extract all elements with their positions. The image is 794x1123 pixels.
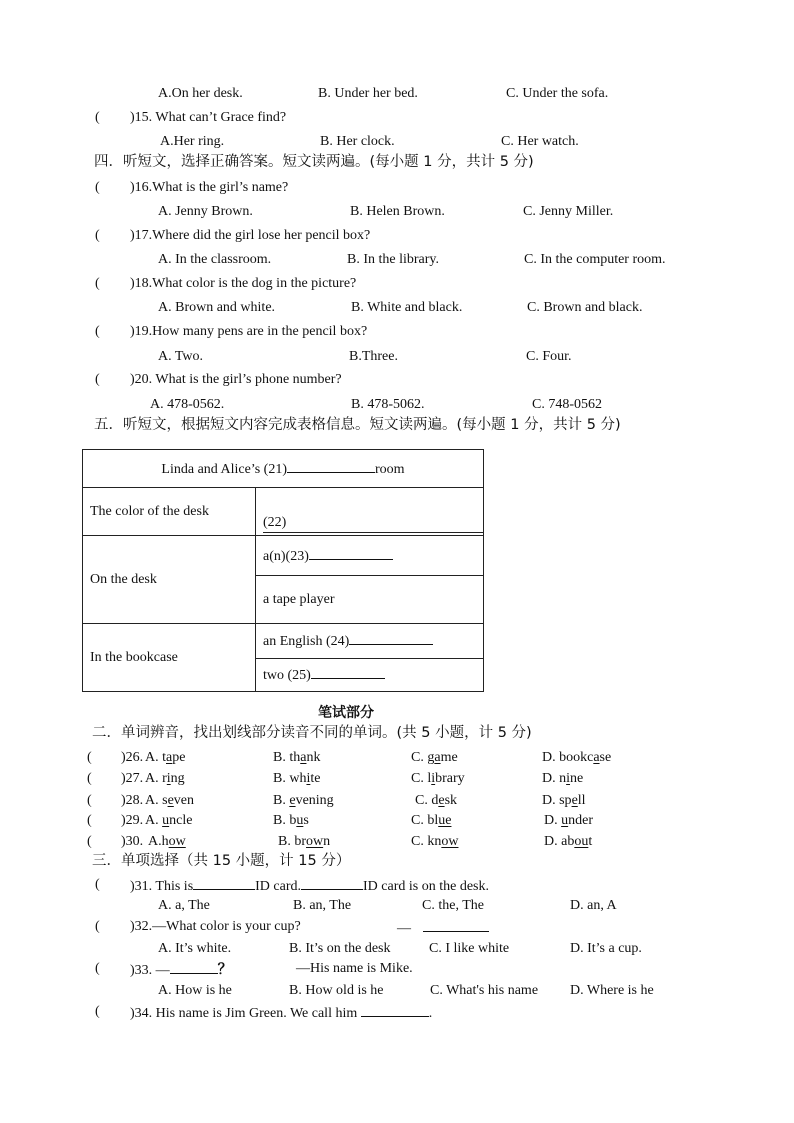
q27-b-post: te xyxy=(310,771,321,786)
q34-period: . xyxy=(428,1006,433,1021)
q29-option-b xyxy=(273,813,309,829)
q32-dash: — xyxy=(397,921,411,936)
q20-option-a: A. 478-0562. xyxy=(150,397,225,412)
section4-title: 四．听短文，选择正确答案。短文读两遍。(每小题 1 分，共计 5 分) xyxy=(94,154,534,170)
q28-b-underline: e xyxy=(289,793,296,808)
q18-option-a: A. Brown and white. xyxy=(158,300,276,315)
q30-b-pre: B. br xyxy=(278,834,306,849)
q29-option-d xyxy=(544,813,593,829)
q33-option-b: B. How old is he xyxy=(289,983,384,998)
q15-option-a: A.Her ring. xyxy=(160,134,225,149)
q26-c-pre: C. g xyxy=(411,750,435,765)
q15-option-b: B. Her clock. xyxy=(320,134,395,149)
q28-option-d xyxy=(542,793,586,809)
q16-option-c: C. Jenny Miller. xyxy=(523,204,614,219)
q30-paren: ( xyxy=(87,834,92,849)
bookcase-item2-cell xyxy=(256,659,484,692)
q27-c-post: brary xyxy=(435,771,465,786)
q29-a-underline: u xyxy=(162,813,170,828)
q28-a-pre: A. s xyxy=(145,793,168,808)
q27-d-post: ne xyxy=(570,771,584,786)
q33-option-a: A. How is he xyxy=(158,983,232,998)
q26-option-c xyxy=(411,750,458,766)
q28-b-pre: B. xyxy=(273,793,290,808)
q26-number: )26. xyxy=(121,750,144,765)
q27-option-d xyxy=(542,771,583,787)
q29-number: )29. xyxy=(121,813,144,828)
q31-option-b: B. an, The xyxy=(293,898,352,913)
q26-d-pre: D. bookc xyxy=(542,750,594,765)
q31-paren: ( xyxy=(95,877,100,892)
q29-option-a xyxy=(145,813,192,829)
q28-number: )28. xyxy=(121,793,144,808)
q27-a-post: ng xyxy=(170,771,185,786)
info-table xyxy=(82,449,484,692)
q26-b-underline: a xyxy=(300,750,307,765)
blank-23[interactable] xyxy=(309,547,393,560)
q32-option-d: D. It’s a cup. xyxy=(570,941,642,956)
q31-option-c: C. the, The xyxy=(422,898,484,913)
q27-b-underline: i xyxy=(306,771,311,786)
q19-option-c: C. Four. xyxy=(526,349,572,364)
bookcase-item1-cell xyxy=(256,624,484,659)
q20-option-c: C. 748-0562 xyxy=(532,397,602,412)
q32-option-a: A. It’s white. xyxy=(158,941,232,956)
q30-c-underline: ow xyxy=(441,834,459,849)
bookcase-item1: an English (24) xyxy=(263,634,350,649)
q29-b-underline: u xyxy=(296,813,304,828)
q14-option-b: B. Under her bed. xyxy=(318,86,418,101)
q27-paren: ( xyxy=(87,771,92,786)
q29-paren: ( xyxy=(87,813,92,828)
q16-option-a: A. Jenny Brown. xyxy=(158,204,253,219)
q29-a-post: ncle xyxy=(169,813,193,828)
q17-option-c: C. In the computer room. xyxy=(524,252,666,267)
q30-b-post: n xyxy=(323,834,331,849)
q30-a-pre: A.h xyxy=(148,834,169,849)
q15-stem: )15. What can’t Grace find? xyxy=(130,110,287,125)
q33-option-c: C. What's his name xyxy=(430,983,539,998)
on-desk-label: On the desk xyxy=(90,571,157,587)
q30-option-a xyxy=(148,834,186,850)
q27-d-underline: i xyxy=(566,771,571,786)
q30-d-pre: D. ab xyxy=(544,834,575,849)
q27-number: )27. xyxy=(121,771,144,786)
q27-option-a xyxy=(145,771,185,787)
desk-color-value-cell xyxy=(256,488,484,536)
q26-a-pre: A. t xyxy=(145,750,166,765)
q32-answer-line xyxy=(397,919,489,937)
q29-c-underline: ue xyxy=(438,813,452,828)
on-desk-item2: a tape player xyxy=(263,591,335,607)
blank-24[interactable] xyxy=(349,632,433,645)
q33-blank[interactable] xyxy=(170,961,218,974)
desk-color-label: The color of the desk xyxy=(90,503,209,519)
q27-b-pre: B. wh xyxy=(273,771,307,786)
q33-option-d: D. Where is he xyxy=(570,983,654,998)
q17-option-a: A. In the classroom. xyxy=(158,252,272,267)
q31-text-c: ID card is on the desk. xyxy=(363,879,489,894)
q14-option-a: A.On her desk. xyxy=(158,86,243,101)
q27-option-c xyxy=(411,771,465,787)
q31-text-a: )31. This is xyxy=(130,879,194,894)
table-header-suffix: room xyxy=(375,461,405,477)
q31-option-d: D. an, A xyxy=(570,898,617,913)
q29-d-pre: D. xyxy=(544,813,562,828)
desk-color-value: (22) xyxy=(263,515,287,530)
q33-paren: ( xyxy=(95,961,100,976)
q29-d-post: nder xyxy=(568,813,594,828)
q27-a-underline: i xyxy=(166,771,171,786)
q26-a-underline: a xyxy=(166,750,173,765)
q26-paren: ( xyxy=(87,750,92,765)
table-header-prefix: Linda and Alice’s (21) xyxy=(161,461,287,477)
q27-d-pre: D. n xyxy=(542,771,567,786)
q28-c-underline: e xyxy=(438,793,445,808)
bookcase-label: In the bookcase xyxy=(90,649,178,665)
q31-option-a: A. a, The xyxy=(158,898,210,913)
q34-blank[interactable] xyxy=(361,1004,429,1017)
q28-d-pre: D. sp xyxy=(542,793,572,808)
q18-option-b: B. White and black. xyxy=(351,300,463,315)
q32-paren: ( xyxy=(95,919,100,934)
q26-c-underline: a xyxy=(434,750,441,765)
q20-paren: ( xyxy=(95,372,100,387)
q17-paren: ( xyxy=(95,228,100,243)
q29-d-underline: u xyxy=(561,813,569,828)
q28-option-c xyxy=(415,793,457,809)
q30-option-c xyxy=(411,834,458,850)
blank-21[interactable] xyxy=(287,460,375,473)
section2-title: 二．单词辨音，找出划线部分读音不同的单词。(共 5 小题，计 5 分) xyxy=(92,725,532,741)
q28-c-post: sk xyxy=(444,793,458,808)
q20-stem: )20. What is the girl’s phone number? xyxy=(130,372,342,387)
q30-number: )30. xyxy=(121,834,144,849)
q27-option-b xyxy=(273,771,320,787)
q20-option-b: B. 478-5062. xyxy=(351,397,425,412)
q30-a-underline: ow xyxy=(168,834,186,849)
q28-d-underline: e xyxy=(571,793,578,808)
q26-option-a xyxy=(145,750,185,766)
q27-c-underline: i xyxy=(431,771,436,786)
on-desk-item1: a(n)(23) xyxy=(263,548,309,564)
q26-d-underline: a xyxy=(593,750,600,765)
q18-option-c: C. Brown and black. xyxy=(527,300,643,315)
q30-d-post: t xyxy=(588,834,593,849)
q19-option-b: B.Three. xyxy=(349,349,398,364)
q26-c-post: me xyxy=(440,750,458,765)
bookcase-label-cell xyxy=(83,624,256,692)
q29-c-pre: C. bl xyxy=(411,813,439,828)
q34-paren: ( xyxy=(95,1004,100,1019)
q19-paren: ( xyxy=(95,324,100,339)
written-part-heading: 笔试部分 xyxy=(318,705,374,721)
q28-a-post: ven xyxy=(173,793,194,808)
q32-option-c: C. I like white xyxy=(429,941,510,956)
q27-a-pre: A. r xyxy=(145,771,167,786)
q30-b-underline: ow xyxy=(306,834,324,849)
q19-stem: )19.How many pens are in the pencil box? xyxy=(130,324,368,339)
q15-paren: ( xyxy=(95,110,100,125)
q14-option-c: C. Under the sofa. xyxy=(506,86,609,101)
q26-b-pre: B. th xyxy=(273,750,301,765)
desk-color-label-cell xyxy=(83,488,256,536)
blank-25[interactable] xyxy=(311,666,385,679)
q29-b-post: s xyxy=(303,813,309,828)
q31-blank-1[interactable] xyxy=(193,877,255,890)
q33-question-mark: ？ xyxy=(217,962,233,978)
q32-blank[interactable] xyxy=(423,919,489,932)
q28-option-a xyxy=(145,793,194,809)
section5-title: 五．听短文，根据短文内容完成表格信息。短文读两遍。(每小题 1 分，共计 5 分) xyxy=(94,417,621,433)
q16-stem: )16.What is the girl’s name? xyxy=(130,180,289,195)
on-desk-item1-cell xyxy=(256,536,484,576)
q28-a-underline: e xyxy=(167,793,174,808)
q26-option-b xyxy=(273,750,320,766)
section3-title: 三．单项选择（共 15 小题，计 15 分） xyxy=(92,853,351,869)
q26-a-post: pe xyxy=(172,750,186,765)
q18-paren: ( xyxy=(95,276,100,291)
q16-paren: ( xyxy=(95,180,100,195)
q29-a-pre: A. xyxy=(145,813,163,828)
q30-option-d xyxy=(544,834,592,850)
q30-c-pre: C. kn xyxy=(411,834,442,849)
blank-22[interactable] xyxy=(263,515,483,533)
q27-c-pre: C. l xyxy=(411,771,432,786)
q26-option-d xyxy=(542,750,611,766)
q31-blank-2[interactable] xyxy=(301,877,363,890)
q26-d-post: se xyxy=(599,750,612,765)
q32-option-b: B. It’s on the desk xyxy=(289,941,391,956)
on-desk-label-cell xyxy=(83,536,256,624)
q16-option-b: B. Helen Brown. xyxy=(350,204,445,219)
on-desk-item2-cell xyxy=(256,576,484,624)
q33-stem xyxy=(130,961,232,979)
table-header-cell xyxy=(83,450,484,488)
q18-stem: )18.What color is the dog in the picture? xyxy=(130,276,357,291)
q15-option-c: C. Her watch. xyxy=(501,134,579,149)
q17-option-b: B. In the library. xyxy=(347,252,440,267)
q28-c-pre: C. d xyxy=(415,793,439,808)
q28-option-b xyxy=(273,793,334,809)
q29-b-pre: B. b xyxy=(273,813,297,828)
q28-b-post: vening xyxy=(295,793,334,808)
q26-b-post: nk xyxy=(306,750,321,765)
q33-text-a: )33. — xyxy=(130,963,170,978)
q31-text-b: ID card. xyxy=(255,879,302,894)
q30-d-underline: ou xyxy=(574,834,589,849)
q28-paren: ( xyxy=(87,793,92,808)
q32-stem: )32.—What color is your cup? xyxy=(130,919,301,934)
q29-option-c xyxy=(411,813,451,829)
bookcase-item2: two (25) xyxy=(263,668,311,683)
q34-text-a: )34. His name is Jim Green. We call him xyxy=(130,1006,358,1021)
q19-option-a: A. Two. xyxy=(158,349,204,364)
q31-stem xyxy=(130,877,489,895)
q34-stem xyxy=(130,1004,432,1022)
q17-stem: )17.Where did the girl lose her pencil box? xyxy=(130,228,371,243)
q30-option-b xyxy=(278,834,330,850)
q33-reply: —His name is Mike. xyxy=(296,961,413,976)
q28-d-post: ll xyxy=(577,793,586,808)
